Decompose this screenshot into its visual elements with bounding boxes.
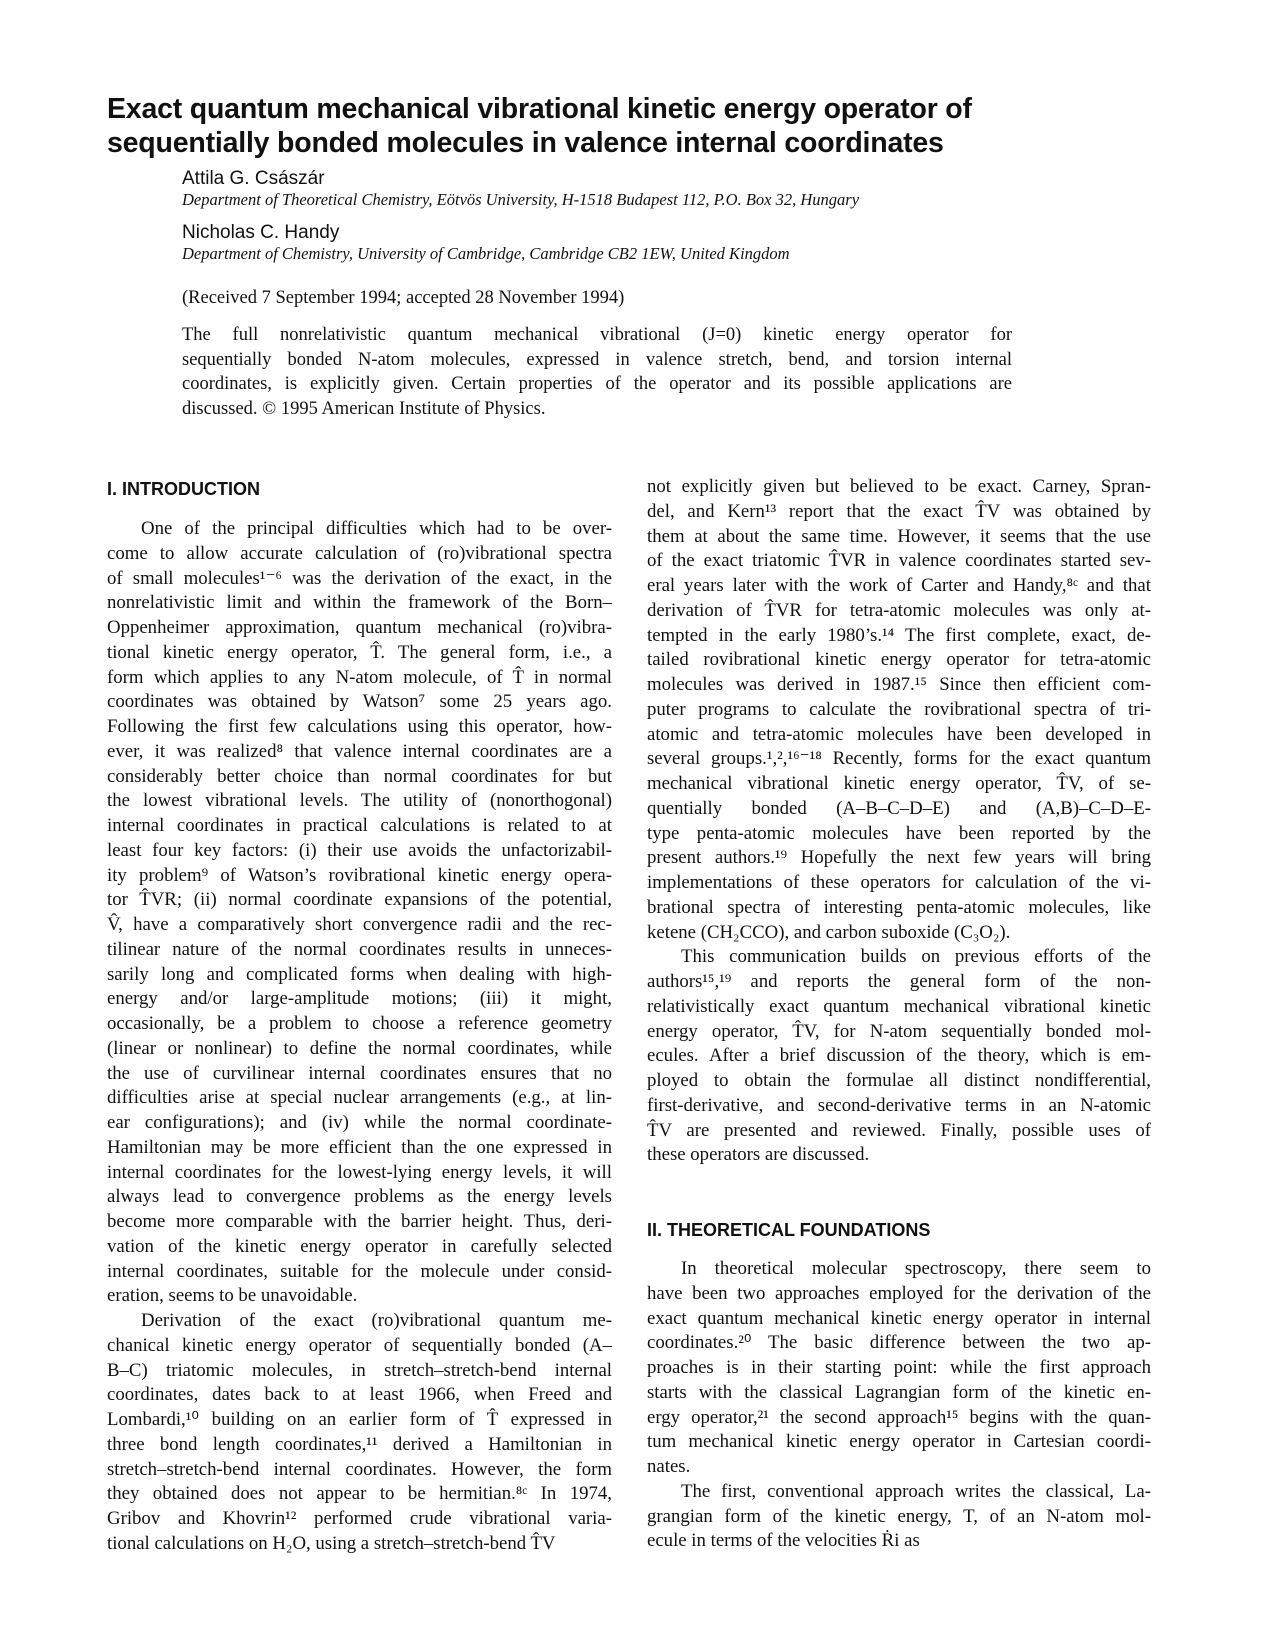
text-line: tum mechanical kinetic energy operator in Cartesian coordi- [647, 1431, 1151, 1453]
text-line: mechanical vibrational kinetic energy operator, T̂V, of se- [647, 773, 1151, 794]
text-line: sarily long and complicated forms when dealing with high- [107, 963, 612, 985]
text-line: least four key factors: (i) their use avoids the unfactorizabil- [107, 839, 612, 861]
text-line: form which applies to any N-atom molecule, of T̂ in normal [107, 666, 612, 688]
abstract-line: discussed. © 1995 American Institute of Physics. [182, 398, 546, 419]
text-line: implementations of these operators for calculation of the vi- [647, 872, 1151, 893]
text-line: derivation of T̂VR for tetra-atomic molecules was only at- [647, 599, 1151, 621]
text-line: tilinear nature of the normal coordinates results in unneces- [107, 938, 612, 960]
paper-title [107, 92, 1067, 160]
text-line: V̂, have a comparatively short convergence radii and the rec- [107, 914, 612, 935]
abstract-line: The full nonrelativistic quantum mechanical vibrational (J=0) kinetic energy operator for [182, 325, 1012, 345]
text-line: Gribov and Khovrin¹² performed crude vibrational varia- [107, 1508, 612, 1529]
text-line: authors¹⁵,¹⁹ and reports the general form of the non- [647, 971, 1151, 992]
text-line: them at about the same time. However, it seems that the use [647, 525, 1151, 547]
text-line: relativistically exact quantum mechanical vibrational kinetic [647, 995, 1151, 1017]
text-line: of the exact triatomic T̂VR in valence coordinates started sev- [647, 550, 1151, 572]
section-heading-theoretical-foundations: II. THEORETICAL FOUNDATIONS [647, 1220, 931, 1240]
text-line: ever, it was realized⁸ that valence internal coordinates are a [107, 740, 612, 762]
text-line: Oppenheimer approximation, quantum mechanical (ro)vibra- [107, 617, 612, 638]
text-line: ity problem⁹ of Watson’s rovibrational kinetic energy opera- [107, 864, 612, 886]
text-line: In theoretical molecular spectroscopy, there seem to [681, 1258, 1151, 1279]
abstract [182, 323, 1012, 421]
title-line: sequentially bonded molecules in valence internal coordinates [107, 127, 944, 159]
text-line: brational spectra of interesting penta-atomic molecules, like [647, 896, 1151, 918]
text-line: stretch–stretch-bend internal coordinates. However, the form [107, 1458, 612, 1480]
text-line: coordinates.²⁰ The basic difference between the two ap- [647, 1332, 1151, 1354]
text-line: nates. [647, 1456, 691, 1477]
text-line: first-derivative, and second-derivative terms in an N-atomic [647, 1094, 1151, 1116]
text-line: type penta-atomic molecules have been reported by the [647, 822, 1151, 844]
text-line: exact quantum mechanical kinetic energy operator in internal [647, 1307, 1151, 1329]
text-line: present authors.¹⁹ Hopefully the next few years will bring [647, 847, 1151, 869]
text-line: Derivation of the exact (ro)vibrational quantum me- [141, 1310, 612, 1331]
text-line: become more comparable with the barrier height. Thus, deri- [107, 1211, 612, 1232]
text-line: internal coordinates for the lowest-lying energy levels, it will [107, 1161, 612, 1183]
text-line: difficulties arise at special nuclear arrangements (e.g., at lin- [107, 1087, 612, 1109]
author-name: Nicholas C. Handy [182, 222, 340, 243]
text-line: ear configurations); and (iv) while the normal coordinate- [107, 1112, 612, 1133]
theory-column-text [647, 1257, 1151, 1554]
text-line: nonrelativistic limit and within the framework of the Born– [107, 592, 612, 614]
text-line: Hamiltonian may be more efficient than the one expressed in [107, 1136, 612, 1158]
text-line: puter programs to calculate the rovibrational spectra of tri- [647, 698, 1151, 720]
abstract-line: sequentially bonded N-atom molecules, expressed in valence stretch, bend, and torsion internal [182, 349, 1012, 370]
text-line: chanical kinetic energy operator of sequentially bonded (A– [107, 1334, 612, 1356]
left-column-text [107, 517, 612, 1557]
received-dates: (Received 7 September 1994; accepted 28 November 1994) [182, 288, 625, 308]
text-line: they obtained does not appear to be hermitian.⁸ᶜ In 1974, [107, 1483, 612, 1505]
text-line: come to allow accurate calculation of (ro)vibrational spectra [107, 542, 612, 564]
text-line: Following the first few calculations using this operator, how- [107, 716, 612, 737]
text-line: coordinates was obtained by Watson⁷ some 25 years ago. [107, 691, 612, 713]
text-line: T̂V are presented and reviewed. Finally, possible uses of [647, 1119, 1151, 1141]
text-line: molecules was derived in 1987.¹⁵ Since then efficient com- [647, 674, 1151, 695]
text-line: the use of curvilinear internal coordinates ensures that no [107, 1062, 612, 1084]
text-line: starts with the classical Lagrangian form of the kinetic en- [647, 1381, 1151, 1403]
text-line: have been two approaches employed for the derivation of the [647, 1282, 1151, 1304]
text-line: vation of the kinetic energy operator in carefully selected [107, 1235, 612, 1257]
text-line: (linear or nonlinear) to define the normal coordinates, while [107, 1037, 612, 1059]
text-line: ketene (CH₂CCO), and carbon suboxide (C₃O₂). [647, 921, 1011, 943]
text-line: always lead to convergence problems as the energy levels [107, 1186, 612, 1208]
title-line: Exact quantum mechanical vibrational kinetic energy operator of [107, 93, 972, 125]
text-line: eration, seems to be unavoidable. [107, 1285, 358, 1307]
text-line: three bond length coordinates,¹¹ derived a Hamiltonian in [107, 1433, 612, 1455]
text-line: these operators are discussed. [647, 1144, 870, 1166]
author-affiliation: Department of Chemistry, University of Cambridge, Cambridge CB2 1EW, United Kingdom [182, 244, 790, 263]
text-line: internal coordinates, suitable for the molecule under consid- [107, 1260, 612, 1282]
text-line: Lombardi,¹⁰ building on an earlier form of T̂ expressed in [107, 1409, 612, 1430]
text-line: internal coordinates in practical calculations is related to at [107, 815, 612, 836]
author-name: Attila G. Császár [182, 168, 325, 189]
text-line: tempted in the early 1980’s.¹⁴ The first complete, exact, de- [647, 624, 1151, 646]
text-line: ecule in terms of the velocities Ṙi as [647, 1530, 920, 1552]
text-line: energy operator, T̂V, for N-atom sequentially bonded mol- [647, 1020, 1151, 1042]
text-line: ecules. After a brief discussion of the theory, which is em- [647, 1045, 1151, 1067]
text-line: several groups.¹,²,¹⁶⁻¹⁸ Recently, forms for the exact quantum [647, 748, 1151, 770]
text-line: One of the principal difficulties which had to be over- [141, 518, 612, 539]
text-line: B–C) triatomic molecules, in stretch–stretch-bend internal [107, 1359, 612, 1381]
text-line: This communication builds on previous efforts of the [681, 946, 1151, 968]
right-column-text [647, 475, 1151, 1168]
text-line: coordinates, dates back to at least 1966, when Freed and [107, 1384, 612, 1406]
text-line: del, and Kern¹³ report that the exact T̂V was obtained by [647, 500, 1151, 522]
text-line: eral years later with the work of Carter and Handy,⁸ᶜ and that [647, 575, 1151, 596]
text-line: occasionally, be a problem to choose a reference geometry [107, 1013, 612, 1034]
text-line: the lowest vibrational levels. The utility of (nonorthogonal) [107, 790, 612, 812]
text-line: tor T̂VR; (ii) normal coordinate expansions of the potential, [107, 889, 612, 911]
text-line: considerably better choice than normal coordinates for but [107, 765, 612, 787]
text-line: The first, conventional approach writes the classical, La- [681, 1480, 1151, 1502]
text-line: grangian form of the kinetic energy, T, of an N-atom mol- [647, 1505, 1151, 1527]
text-line: of small molecules¹⁻⁶ was the derivation of the exact, in the [107, 567, 612, 589]
text-line: atomic and tetra-atomic molecules have been developed in [647, 723, 1151, 745]
abstract-line: coordinates, is explicitly given. Certain properties of the operator and its possible applications are [182, 374, 1012, 395]
text-line: quentially bonded (A–B–C–D–E) and (A,B)–C–D–E- [647, 797, 1151, 819]
text-line: tailed rovibrational kinetic energy operator for tetra-atomic [647, 649, 1151, 671]
text-line: energy and/or large-amplitude motions; (iii) it might, [107, 988, 612, 1010]
text-line: tional calculations on H₂O, using a stretch–stretch-bend T̂V [107, 1532, 556, 1554]
text-line: tional kinetic energy operator, T̂. The general form, i.e., a [107, 641, 612, 663]
text-line: ergy operator,²¹ the second approach¹⁵ begins with the quan- [647, 1406, 1151, 1428]
text-line: proaches is in their starting point: while the first approach [647, 1357, 1151, 1378]
text-line: not explicitly given but believed to be exact. Carney, Spran- [647, 476, 1151, 497]
text-line: ployed to obtain the formulae all distinct nondifferential, [647, 1070, 1151, 1091]
author-affiliation: Department of Theoretical Chemistry, Eötvös University, H-1518 Budapest 112, P.O. Box 32, Hungary [182, 190, 860, 209]
section-heading-introduction: I. INTRODUCTION [107, 479, 260, 499]
